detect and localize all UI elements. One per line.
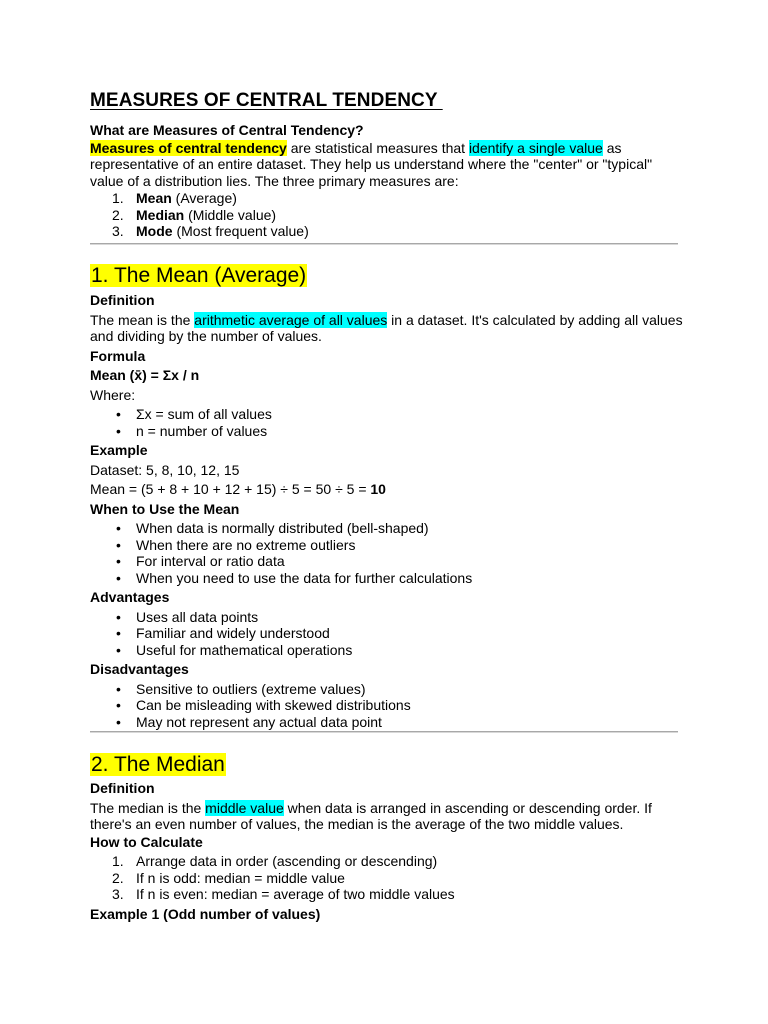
median-example-1-label: Example 1 (Odd number of values) [90,905,321,922]
mean-where-list [90,406,690,439]
mean-definition-label: Definition [90,292,155,308]
median-section [90,780,690,922]
bullet-icon: • [116,520,121,536]
mean-when-label: When to Use the Mean [90,500,240,517]
section-divider [90,243,678,245]
intro-text-1: are statistical measures that [286,139,469,156]
list-item [90,537,690,554]
intro-highlight: identify a single value [468,139,603,156]
bullet-icon: • [116,697,121,713]
measure-desc: (Most frequent value) [172,223,309,239]
list-item-text: Σx = sum of all values [136,406,272,422]
list-item-text: When there are no extreme outliers [136,536,356,553]
document-title: MEASURES OF CENTRAL TENDENCY [90,90,443,111]
bullet-icon: • [116,713,121,730]
measure-name: Mean [136,190,172,206]
median-definition [90,800,690,817]
section-divider [90,731,678,733]
mean-heading [90,264,307,288]
list-item [90,697,690,714]
list-item [90,886,690,903]
median-heading-text: 2. The Median [91,753,225,776]
median-how-label: How to Calculate [90,833,203,850]
measure-name: Mode [136,223,173,239]
median-definition-line-2: there's an even number of values, the median is the average of the two middle values. [90,816,624,832]
mean-def-text-2: in a dataset. It's calculated by adding all values [387,311,683,328]
list-item [90,207,690,224]
mean-calculation [90,481,690,498]
mean-dataset: Dataset: 5, 8, 10, 12, 15 [90,461,240,478]
mean-advantages-list [90,609,690,659]
mean-where-label: Where: [90,386,136,403]
list-item [90,423,690,440]
measure-desc: (Average) [171,190,237,206]
list-item [90,553,690,570]
intro-section [90,122,690,240]
bullet-icon: • [116,536,121,553]
list-number: 1. [112,190,124,206]
list-number: 2. [112,869,124,886]
list-item [90,714,690,731]
measure-desc: (Middle value) [184,206,277,223]
list-item-text: Can be misleading with skewed distributions [136,697,411,713]
list-item-text: Sensitive to outliers (extreme values) [136,680,366,697]
intro-question: What are Measures of Central Tendency? [90,122,364,138]
mean-definition [90,312,690,329]
list-item [90,853,690,870]
mean-formula-label: Formula [90,347,146,364]
list-item-text: When data is normally distributed (bell-shaped) [136,520,429,536]
list-item-text: If n is even: median = average of two middle values [136,886,455,902]
mean-calc-text: Mean = (5 + 8 + 10 + 12 + 15) ÷ 5 = 50 ÷ 5 = [90,481,371,497]
list-item-text: If n is odd: median = middle value [136,869,345,886]
bullet-icon: • [116,641,121,658]
list-item-text: n = number of values [136,422,268,439]
bullet-icon: • [116,406,121,422]
mean-definition-line-2: and dividing by the number of values. [90,328,322,344]
mean-disadvantages-label: Disadvantages [90,661,189,677]
mean-when-list [90,520,690,586]
mean-disadvantages-list [90,681,690,731]
bullet-icon: • [116,422,121,439]
list-item [90,570,690,587]
list-number: 2. [112,206,124,223]
intro-paragraph [90,140,690,157]
list-item [90,190,690,207]
median-def-text-2: when data is arranged in ascending or descending order. If [283,799,652,816]
mean-example-label: Example [90,442,148,458]
list-item-text: Arrange data in order (ascending or descending) [136,853,438,869]
bullet-icon: • [116,553,121,569]
median-definition-label: Definition [90,780,155,796]
bullet-icon: • [116,569,121,586]
list-item-text: Useful for mathematical operations [136,641,353,658]
list-item [90,870,690,887]
list-item-text: When you need to use the data for further calculations [136,569,473,586]
list-item-text: May not represent any actual data point [136,713,382,730]
list-number: 3. [112,886,124,902]
intro-line-2: representative of an entire dataset. They help us understand where the "center" or "typical" [90,156,653,172]
measures-list [90,190,690,240]
intro-text-2: as [602,139,622,156]
list-number: 3. [112,223,124,239]
list-item [90,223,690,240]
intro-line-3: value of a distribution lies. The three primary measures are: [90,172,459,189]
list-number: 1. [112,853,124,869]
median-def-text-1: The median is the [90,799,206,816]
list-item-text: For interval or ratio data [136,553,285,569]
mean-heading-text: 1. The Mean (Average) [91,264,307,287]
list-item [90,609,690,626]
list-item-text: Uses all data points [136,608,259,625]
median-heading [90,753,226,777]
intro-term: Measures of central tendency [90,139,287,156]
mean-calc-result: 10 [370,481,386,497]
list-item [90,681,690,698]
list-item [90,625,690,642]
bullet-icon: • [116,680,121,697]
bullet-icon: • [116,625,121,641]
mean-formula: Mean (x̄) = Σx / n [90,367,200,383]
measure-name: Median [136,206,185,223]
mean-advantages-label: Advantages [90,589,170,605]
mean-def-text-1: The mean is the [90,311,195,328]
bullet-icon: • [116,608,121,625]
mean-def-highlight: arithmetic average of all values [194,311,388,328]
mean-section [90,292,690,730]
list-item [90,520,690,537]
list-item [90,406,690,423]
median-def-highlight: middle value [205,799,284,816]
list-item [90,642,690,659]
list-item-text: Familiar and widely understood [136,625,330,641]
median-steps-list [90,853,690,903]
